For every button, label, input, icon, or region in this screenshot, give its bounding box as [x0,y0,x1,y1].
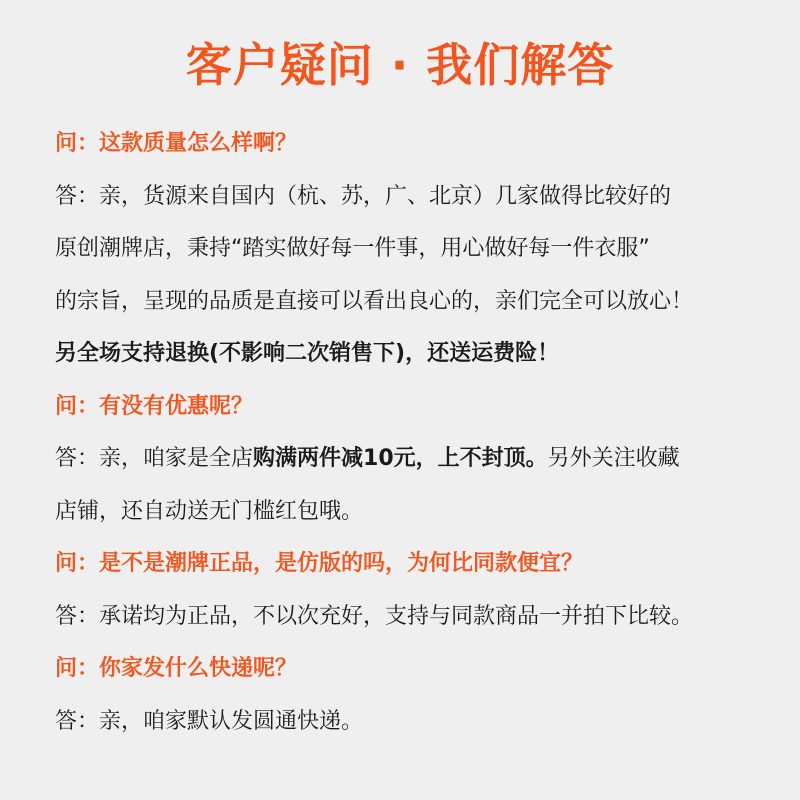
question-authenticity: 问：是不是潮牌正品，是仿版的吗，为何比同款便宜？ [55,551,584,576]
question-shipping: 问：你家发什么快递呢？ [55,656,298,681]
answer-quality-line-1: 答：亲，货源来自国内（杭、苏，广、北京）几家做得比较好的 [55,183,672,209]
faq-list [55,118,775,748]
answer-discount-line-1 [55,433,775,486]
answer-quality-line-3: 的宗旨，呈现的品质是直接可以看出良心的，亲们完全可以放心！ [55,288,694,314]
answer-shipping: 答：亲，咱家默认发圆通快递。 [55,708,364,734]
question-quality: 问：这款质量怎么样啊？ [55,131,298,156]
page-title: 客户疑问 · 我们解答 [185,38,615,92]
answer-discount-line-2: 店铺，还自动送无门槛红包哦。 [55,498,364,524]
return-policy-note: 另全场支持退换(不影响二次销售下)，还送运费险！ [55,341,560,366]
question-discount: 问：有没有优惠呢？ [55,393,254,419]
answer-discount-prefix: 答：亲，咱家是全店 [55,446,254,471]
answer-quality-line-2: 原创潮牌店，秉持“踏实做好每一件事，用心做好每一件衣服” [55,236,650,261]
discount-offer-highlight: 购满两件减10元，上不封顶。 [253,446,548,471]
answer-discount-suffix: 另外关注收藏 [547,446,680,471]
answer-authenticity: 答：承诺均为正品，不以次充好，支持与同款商品一并拍下比较。 [55,603,694,629]
